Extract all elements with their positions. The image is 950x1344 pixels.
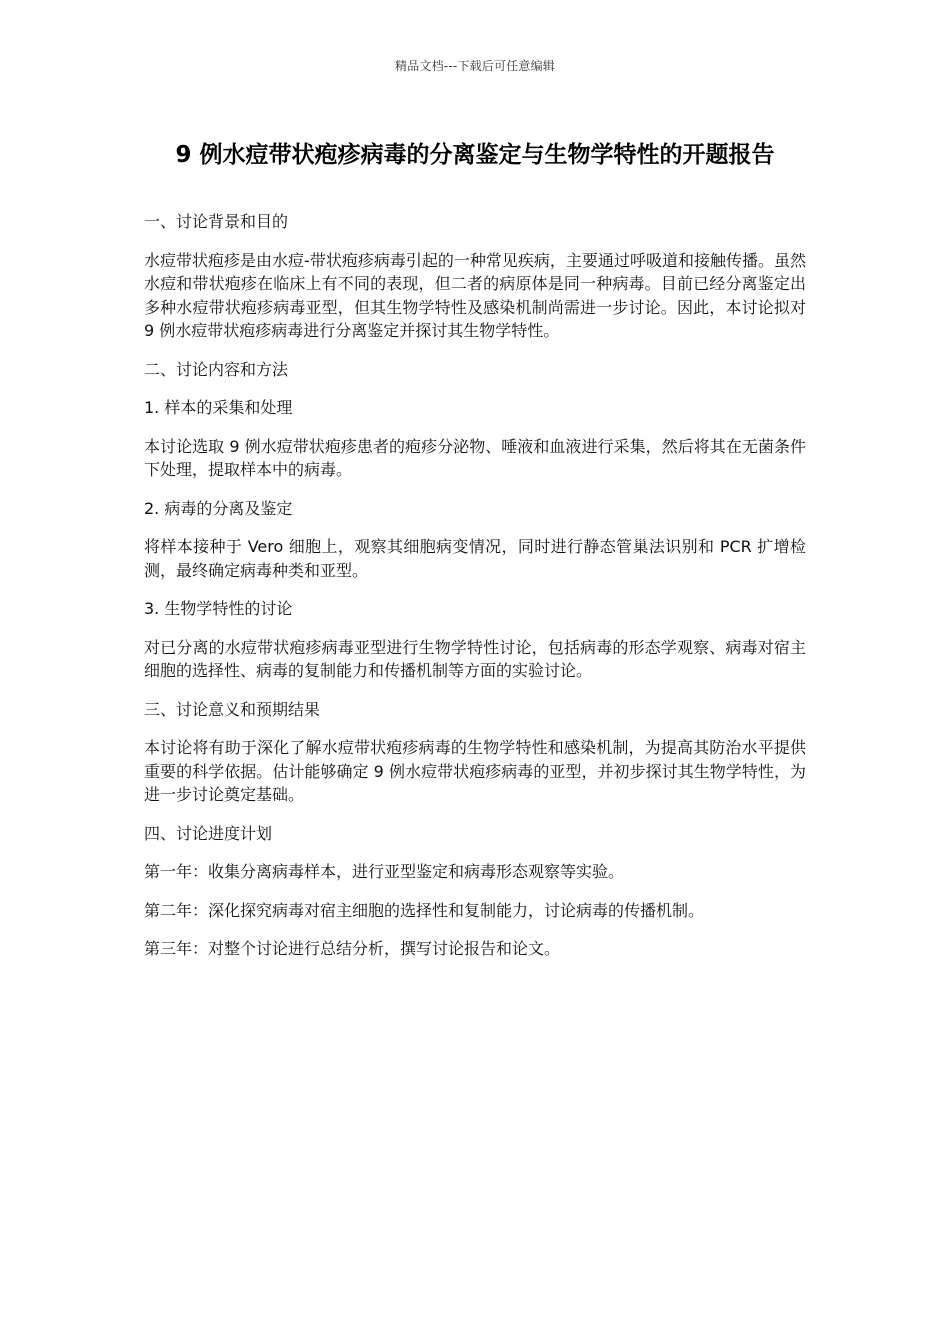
paragraph-virus-isolation: 将样本接种于 Vero 细胞上，观察其细胞病变情况，同时进行静态管巢法识别和 PCR 扩增检测，最终确定病毒种类和亚型。 — [144, 537, 806, 580]
schedule-year-two: 第二年：深化探究病毒对宿主细胞的选择性和复制能力，讨论病毒的传播机制。 — [144, 900, 705, 920]
section-heading-schedule: 四、讨论进度计划 — [144, 823, 273, 843]
section-heading-methods: 二、讨论内容和方法 — [144, 359, 289, 379]
document-title: 9 例水痘带状疱疹病毒的分离鉴定与生物学特性的开题报告 — [175, 142, 775, 168]
subheading-biological-properties: 3. 生物学特性的讨论 — [144, 599, 293, 618]
section-heading-significance: 三、讨论意义和预期结果 — [144, 699, 321, 719]
document-body — [144, 210, 806, 976]
header-note: 精品文档---下载后可任意编辑 — [395, 59, 555, 73]
subheading-virus-isolation: 2. 病毒的分离及鉴定 — [144, 498, 293, 518]
section-heading-background: 一、讨论背景和目的 — [144, 212, 289, 231]
schedule-year-three: 第三年：对整个讨论进行总结分析，撰写讨论报告和论文。 — [144, 939, 561, 958]
paragraph-background: 水痘带状疱疹是由水痘-带状疱疹病毒引起的一种常见疾病，主要通过呼吸道和接触传播。虽然水痘和带状疱疹在临床上有不同的表现，但二者的病原体是同一种病毒。目前已经分离鉴定出多种水痘带状疱疹病毒亚型，但其生物学特性及感染机制尚需进一步讨论。因此，本讨论拟对 9 例水痘带状疱疹病毒进行分离鉴定并探讨其生物学特性。 — [144, 250, 806, 340]
subheading-sample-collection: 1. 样本的采集和处理 — [144, 398, 293, 417]
paragraph-biological-properties: 对已分离的水痘带状疱疹病毒亚型进行生物学特性讨论，包括病毒的形态学观察、病毒对宿主细胞的选择性、病毒的复制能力和传播机制等方面的实验讨论。 — [144, 637, 806, 680]
schedule-year-one: 第一年：收集分离病毒样本，进行亚型鉴定和病毒形态观察等实验。 — [144, 862, 625, 881]
paragraph-sample-collection: 本讨论选取 9 例水痘带状疱疹患者的疱疹分泌物、唾液和血液进行采集，然后将其在无菌条件下处理，提取样本中的病毒。 — [144, 436, 806, 479]
paragraph-significance: 本讨论将有助于深化了解水痘带状疱疹病毒的生物学特性和感染机制，为提高其防治水平提供重要的科学依据。估计能够确定 9 例水痘带状疱疹病毒的亚型，并初步探讨其生物学特性，为进一步讨论奠定基础。 — [144, 738, 806, 804]
